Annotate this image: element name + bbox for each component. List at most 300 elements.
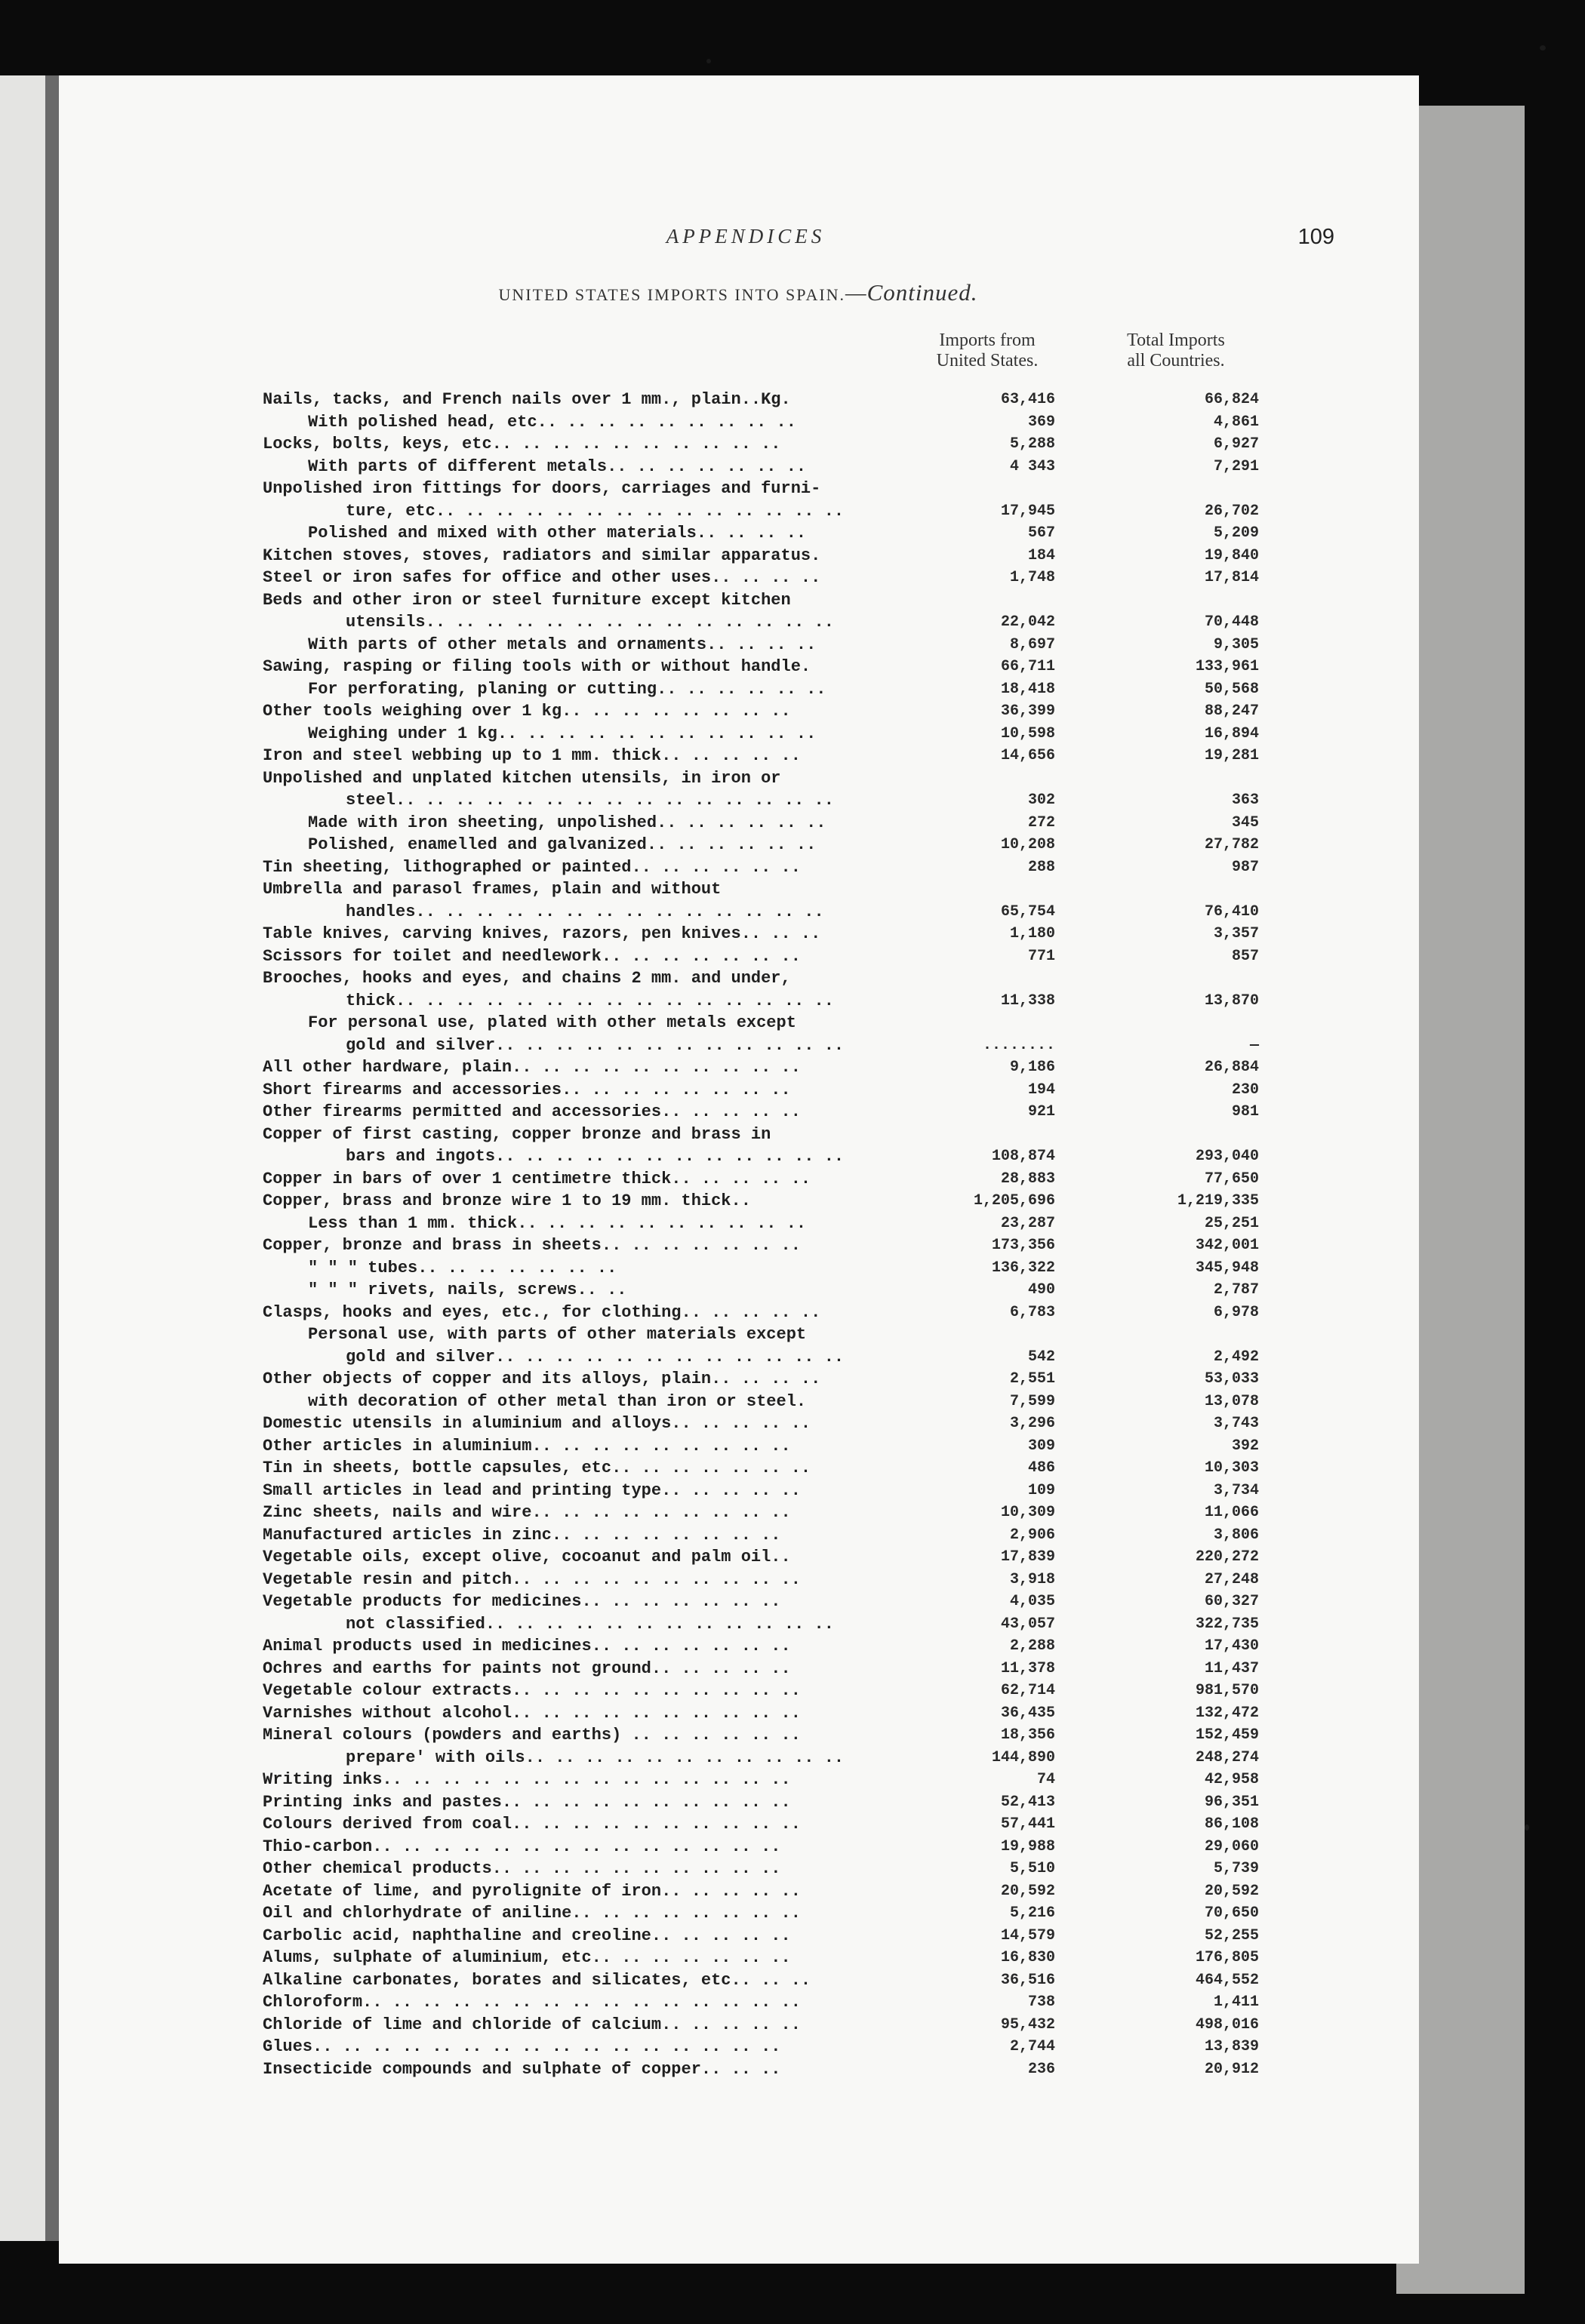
item-label: Vegetable oils, except olive, cocoanut and palm oil.. bbox=[263, 1548, 791, 1566]
item-label: Iron and steel webbing up to 1 mm. thick.. .. .. .. .. bbox=[263, 746, 801, 765]
us-imports-value: 52,413 bbox=[1000, 1793, 1055, 1811]
table-row bbox=[59, 656, 1419, 678]
us-imports-value: 136,322 bbox=[991, 1259, 1055, 1277]
item-label: Polished and mixed with other materials.. .. .. .. bbox=[308, 524, 807, 543]
item-label: Made with iron sheeting, unpolished.. .. .. .. .. .. bbox=[308, 813, 826, 832]
total-imports-value: 248,274 bbox=[1195, 1748, 1259, 1766]
us-imports-value: 144,890 bbox=[991, 1748, 1055, 1766]
item-label: Alkaline carbonates, borates and silicates, etc.. .. .. bbox=[263, 1970, 811, 1990]
table-row bbox=[59, 611, 1419, 634]
total-imports-value: 13,870 bbox=[1204, 991, 1259, 1010]
us-imports-value: 10,309 bbox=[1000, 1504, 1055, 1521]
table-row bbox=[59, 1546, 1419, 1569]
table-row bbox=[59, 1257, 1419, 1280]
us-imports-value: 18,418 bbox=[1000, 680, 1055, 698]
item-label: Short firearms and accessories.. .. .. .. .. .. .. .. bbox=[263, 1080, 791, 1099]
us-imports-value: 4,035 bbox=[1009, 1593, 1055, 1610]
table-row bbox=[59, 1635, 1419, 1658]
item-label: Polished, enamelled and galvanized.. .. .. .. .. .. bbox=[308, 835, 817, 854]
item-label: Brooches, hooks and eyes, and chains 2 mm. and under, bbox=[263, 969, 791, 988]
us-imports-value: 108,874 bbox=[991, 1148, 1055, 1165]
us-imports-value: 11,338 bbox=[1000, 991, 1055, 1010]
table-row bbox=[59, 789, 1419, 812]
total-imports-value: 11,437 bbox=[1204, 1659, 1259, 1677]
item-label: Other objects of copper and its alloys, plain.. .. .. .. bbox=[263, 1370, 821, 1388]
item-label: " " " rivets, nails, screws.. .. bbox=[308, 1280, 627, 1299]
table-row bbox=[59, 1925, 1419, 1947]
table-row bbox=[59, 990, 1419, 1013]
us-imports-value: 288 bbox=[1027, 858, 1055, 876]
us-imports-value: 17,945 bbox=[1000, 502, 1055, 520]
total-imports-value: 26,884 bbox=[1204, 1059, 1259, 1076]
total-imports-value: 29,060 bbox=[1204, 1837, 1259, 1855]
us-imports-value: 57,441 bbox=[1000, 1815, 1055, 1833]
total-imports-value: 6,978 bbox=[1213, 1303, 1259, 1321]
table-row bbox=[59, 1346, 1419, 1369]
table-row bbox=[59, 1279, 1419, 1302]
item-label: gold and silver.. .. .. .. .. .. .. .. .. .. .. .. bbox=[346, 1347, 845, 1366]
us-imports-value: 542 bbox=[1027, 1348, 1055, 1366]
total-imports-value: 53,033 bbox=[1204, 1370, 1259, 1388]
item-label: Clasps, hooks and eyes, etc., for clothing.. .. .. .. .. bbox=[263, 1302, 821, 1322]
total-imports-value: 26,702 bbox=[1204, 502, 1259, 520]
us-imports-value: 309 bbox=[1027, 1437, 1055, 1455]
item-label: Zinc sheets, nails and wire.. .. .. .. .. .. .. .. .. bbox=[263, 1503, 791, 1522]
table-row bbox=[59, 700, 1419, 723]
table-row bbox=[59, 1991, 1419, 2014]
table-row bbox=[59, 1056, 1419, 1079]
item-label: Chloride of lime and chloride of calcium.. .. .. .. .. bbox=[263, 2015, 801, 2034]
total-imports-value: 981,570 bbox=[1195, 1682, 1259, 1699]
table-row bbox=[59, 2014, 1419, 2037]
total-imports-value: 392 bbox=[1231, 1437, 1259, 1455]
us-imports-value: 8,697 bbox=[1009, 635, 1055, 653]
table-row bbox=[59, 634, 1419, 656]
total-imports-value: 66,824 bbox=[1204, 391, 1259, 408]
item-label: Thio-carbon.. .. .. .. .. .. .. .. .. .. .. .. .. .. bbox=[263, 1837, 781, 1856]
item-label: " " " tubes.. .. .. .. .. .. .. bbox=[308, 1258, 617, 1277]
total-imports-value: 987 bbox=[1231, 858, 1259, 876]
table-row bbox=[59, 1435, 1419, 1458]
table-row bbox=[59, 1323, 1419, 1346]
us-imports-value: 11,378 bbox=[1000, 1659, 1055, 1677]
item-label: with decoration of other metal than iron or steel. bbox=[308, 1391, 807, 1411]
total-imports-value: 77,650 bbox=[1204, 1170, 1259, 1188]
us-imports-value: 10,598 bbox=[1000, 724, 1055, 742]
total-imports-value: 345,948 bbox=[1195, 1259, 1259, 1277]
item-label: Copper of first casting, copper bronze and brass in bbox=[263, 1124, 771, 1144]
table-row bbox=[59, 967, 1419, 990]
total-imports-value: — bbox=[1249, 1036, 1259, 1054]
table-row bbox=[59, 1079, 1419, 1102]
table-row bbox=[59, 745, 1419, 767]
us-imports-value: 3,918 bbox=[1009, 1570, 1055, 1588]
us-imports-value: 14,579 bbox=[1000, 1926, 1055, 1944]
table-row bbox=[59, 1858, 1419, 1880]
item-label: Vegetable products for medicines.. .. .. .. .. .. .. bbox=[263, 1592, 781, 1611]
total-imports-value: 11,066 bbox=[1204, 1504, 1259, 1521]
table-row bbox=[59, 456, 1419, 478]
total-imports-value: 19,281 bbox=[1204, 747, 1259, 764]
table-row bbox=[59, 1391, 1419, 1413]
total-imports-value: 20,592 bbox=[1204, 1882, 1259, 1900]
item-label: Tin sheeting, lithographed or painted.. .. .. .. .. .. bbox=[263, 857, 801, 877]
total-imports-value: 13,078 bbox=[1204, 1392, 1259, 1410]
total-imports-value: 132,472 bbox=[1195, 1704, 1259, 1722]
us-imports-value: 36,399 bbox=[1000, 702, 1055, 720]
us-imports-value: 20,592 bbox=[1000, 1882, 1055, 1900]
book-gutter bbox=[45, 75, 59, 2241]
us-imports-value: 194 bbox=[1027, 1081, 1055, 1099]
total-imports-value: 220,272 bbox=[1195, 1548, 1259, 1566]
total-imports-value: 176,805 bbox=[1195, 1949, 1259, 1966]
item-label: With polished head, etc.. .. .. .. .. .. .. .. .. bbox=[308, 412, 796, 432]
item-label: Manufactured articles in zinc.. .. .. .. .. .. .. .. bbox=[263, 1525, 781, 1545]
item-label: Ochres and earths for paints not ground.. .. .. .. .. bbox=[263, 1658, 791, 1678]
total-imports-value: 70,650 bbox=[1204, 1904, 1259, 1922]
table-row bbox=[59, 1302, 1419, 1324]
table-row bbox=[59, 1747, 1419, 1769]
us-imports-value: 16,830 bbox=[1000, 1949, 1055, 1966]
us-imports-value: 6,783 bbox=[1009, 1303, 1055, 1321]
table-row bbox=[59, 1190, 1419, 1213]
book-page bbox=[59, 75, 1419, 2264]
total-imports-value: 981 bbox=[1231, 1103, 1259, 1120]
item-label: Copper, bronze and brass in sheets.. .. .. .. .. .. .. bbox=[263, 1236, 801, 1255]
total-imports-value: 88,247 bbox=[1204, 702, 1259, 720]
item-label: Other chemical products.. .. .. .. .. .. .. .. .. .. bbox=[263, 1859, 781, 1878]
table-row bbox=[59, 923, 1419, 945]
total-imports-value: 3,743 bbox=[1213, 1415, 1259, 1432]
us-imports-value: 43,057 bbox=[1000, 1615, 1055, 1633]
total-imports-value: 1,411 bbox=[1213, 1994, 1259, 2011]
us-imports-value: 9,186 bbox=[1009, 1059, 1055, 1076]
column-header-line: Total Imports bbox=[1127, 330, 1225, 350]
us-imports-value: 302 bbox=[1027, 792, 1055, 809]
table-row bbox=[59, 1591, 1419, 1613]
total-imports-value: 152,459 bbox=[1195, 1726, 1259, 1744]
table-row bbox=[59, 878, 1419, 901]
item-label: Colours derived from coal.. .. .. .. .. .. .. .. .. .. bbox=[263, 1815, 801, 1834]
item-label: Vegetable colour extracts.. .. .. .. .. .. .. .. .. .. bbox=[263, 1681, 801, 1700]
item-label: Mineral colours (powders and earths) .. .. .. .. .. .. bbox=[263, 1726, 801, 1745]
total-imports-value: 86,108 bbox=[1204, 1815, 1259, 1833]
table-row bbox=[59, 1724, 1419, 1747]
total-imports-value: 2,787 bbox=[1213, 1281, 1259, 1299]
table-row bbox=[59, 1524, 1419, 1547]
us-imports-value: 66,711 bbox=[1000, 658, 1055, 675]
item-label: Carbolic acid, naphthaline and creoline.. .. .. .. .. bbox=[263, 1926, 791, 1945]
item-label: Umbrella and parasol frames, plain and without bbox=[263, 880, 722, 899]
total-imports-value: 13,839 bbox=[1204, 2038, 1259, 2055]
table-row bbox=[59, 1234, 1419, 1257]
total-imports-value: 322,735 bbox=[1195, 1615, 1259, 1633]
table-row bbox=[59, 1613, 1419, 1636]
item-label: Scissors for toilet and needlework.. .. .. .. .. .. .. bbox=[263, 946, 801, 966]
table-row bbox=[59, 901, 1419, 924]
item-label: Other articles in aluminium.. .. .. .. .. .. .. .. .. bbox=[263, 1436, 791, 1456]
table-row bbox=[59, 1124, 1419, 1146]
total-imports-value: 3,734 bbox=[1213, 1481, 1259, 1499]
table-row bbox=[59, 834, 1419, 856]
us-imports-value: 3,296 bbox=[1009, 1415, 1055, 1432]
scan-speck bbox=[1540, 45, 1546, 51]
table-row bbox=[59, 1880, 1419, 1903]
total-imports-value: 4,861 bbox=[1213, 413, 1259, 431]
column-header-line: all Countries. bbox=[1127, 351, 1225, 370]
us-imports-value: 236 bbox=[1027, 2060, 1055, 2078]
total-imports-value: 42,958 bbox=[1204, 1771, 1259, 1788]
us-imports-value: 22,042 bbox=[1000, 613, 1055, 631]
item-label: Acetate of lime, and pyrolignite of iron.. .. .. .. .. bbox=[263, 1881, 801, 1901]
total-imports-value: 10,303 bbox=[1204, 1459, 1259, 1477]
table-row bbox=[59, 1902, 1419, 1925]
item-label: With parts of other metals and ornaments.. .. .. .. bbox=[308, 635, 817, 654]
item-label: Writing inks.. .. .. .. .. .. .. .. .. .. .. .. .. .. bbox=[263, 1770, 791, 1789]
item-label: Unpolished iron fittings for doors, carriages and furni- bbox=[263, 479, 821, 498]
item-label: ture, etc.. .. .. .. .. .. .. .. .. .. .. .. .. .. bbox=[346, 501, 845, 521]
us-imports-value: 28,883 bbox=[1000, 1170, 1055, 1188]
item-label: With parts of different metals.. .. .. .. .. .. .. bbox=[308, 456, 807, 476]
item-label: Vegetable resin and pitch.. .. .. .. .. .. .. .. .. .. bbox=[263, 1569, 801, 1589]
table-row bbox=[59, 1413, 1419, 1435]
table-row bbox=[59, 1368, 1419, 1391]
total-imports-value: 50,568 bbox=[1204, 680, 1259, 698]
item-label: Alums, sulphate of aluminium, etc.. .. .. .. .. .. .. bbox=[263, 1948, 791, 1967]
us-imports-value: 738 bbox=[1027, 1994, 1055, 2011]
us-imports-value: 2,551 bbox=[1009, 1370, 1055, 1388]
item-label: For perforating, planing or cutting.. .. .. .. .. .. bbox=[308, 679, 826, 699]
total-imports-value: 345 bbox=[1231, 813, 1259, 832]
item-label: Glues.. .. .. .. .. .. .. .. .. .. .. .. .. .. .. .. bbox=[263, 2037, 781, 2056]
scan-speck bbox=[706, 59, 711, 63]
item-label: Other firearms permitted and accessories.. .. .. .. .. bbox=[263, 1102, 801, 1121]
us-imports-value: 4 343 bbox=[1009, 457, 1055, 475]
table-row bbox=[59, 1836, 1419, 1858]
us-imports-value: 567 bbox=[1027, 524, 1055, 542]
table-row bbox=[59, 2058, 1419, 2081]
item-label: Chloroform.. .. .. .. .. .. .. .. .. .. .. .. .. .. .. bbox=[263, 1993, 801, 2012]
table-row bbox=[59, 1569, 1419, 1591]
item-label: gold and silver.. .. .. .. .. .. .. .. .. .. .. .. bbox=[346, 1035, 845, 1055]
item-label: Copper in bars of over 1 centimetre thick.. .. .. .. .. bbox=[263, 1169, 811, 1188]
running-head-title: APPENDICES bbox=[666, 225, 826, 247]
table-row bbox=[59, 1034, 1419, 1057]
table-row bbox=[59, 1213, 1419, 1235]
item-label: bars and ingots.. .. .. .. .. .. .. .. .. .. .. .. bbox=[346, 1147, 845, 1166]
us-imports-value: 369 bbox=[1027, 413, 1055, 431]
us-imports-value: 2,744 bbox=[1009, 2038, 1055, 2055]
table-title-text: UNITED STATES IMPORTS INTO SPAIN. bbox=[498, 285, 846, 304]
total-imports-value: 19,840 bbox=[1204, 546, 1259, 564]
item-label: prepare' with oils.. .. .. .. .. .. .. .. .. .. .. bbox=[346, 1748, 845, 1767]
us-imports-value: 109 bbox=[1027, 1481, 1055, 1499]
scan-speck bbox=[1525, 1824, 1529, 1831]
item-label: not classified.. .. .. .. .. .. .. .. .. .. .. .. bbox=[346, 1614, 834, 1634]
total-imports-value: 3,806 bbox=[1213, 1526, 1259, 1544]
total-imports-value: 17,430 bbox=[1204, 1637, 1259, 1655]
total-imports-value: 16,894 bbox=[1204, 724, 1259, 742]
total-imports-value: 230 bbox=[1231, 1081, 1259, 1099]
us-imports-value: 1,748 bbox=[1009, 569, 1055, 586]
us-imports-value: 36,516 bbox=[1000, 1971, 1055, 1989]
total-imports-value: 464,552 bbox=[1195, 1971, 1259, 1989]
us-imports-value: 63,416 bbox=[1000, 391, 1055, 408]
table-row bbox=[59, 1680, 1419, 1702]
total-imports-value: 2,492 bbox=[1213, 1348, 1259, 1366]
item-label: Tin in sheets, bottle capsules, etc.. .. .. .. .. .. .. bbox=[263, 1459, 811, 1477]
table-row bbox=[59, 767, 1419, 790]
us-imports-value: 1,180 bbox=[1009, 925, 1055, 942]
total-imports-value: 25,251 bbox=[1204, 1214, 1259, 1232]
item-label: Other tools weighing over 1 kg.. .. .. .. .. .. .. .. bbox=[263, 702, 791, 721]
item-label: steel.. .. .. .. .. .. .. .. .. .. .. .. .. .. .. bbox=[346, 791, 834, 810]
item-label: handles.. .. .. .. .. .. .. .. .. .. .. .. .. .. bbox=[346, 902, 824, 921]
facing-page-edge bbox=[0, 75, 45, 2241]
table-row bbox=[59, 545, 1419, 567]
item-label: Nails, tacks, and French nails over 1 mm., plain..Kg. bbox=[263, 390, 791, 409]
total-imports-value: 293,040 bbox=[1195, 1148, 1259, 1165]
item-label: Animal products used in medicines.. .. .. .. .. .. .. bbox=[263, 1637, 791, 1655]
total-imports-value: 857 bbox=[1231, 947, 1259, 965]
total-imports-value: 7,291 bbox=[1213, 457, 1259, 475]
us-imports-value: 490 bbox=[1027, 1281, 1055, 1299]
us-imports-value: 74 bbox=[1036, 1771, 1055, 1788]
total-imports-value: 363 bbox=[1231, 792, 1259, 809]
table-row bbox=[59, 478, 1419, 500]
total-imports-value: 3,357 bbox=[1213, 925, 1259, 942]
table-row bbox=[59, 812, 1419, 835]
total-imports-value: 27,782 bbox=[1204, 836, 1259, 853]
table-row bbox=[59, 1457, 1419, 1480]
item-label: Unpolished and unplated kitchen utensils, in iron or bbox=[263, 768, 781, 788]
item-label: Steel or iron safes for office and other uses.. .. .. .. bbox=[263, 568, 821, 587]
item-label: Printing inks and pastes.. .. .. .. .. .. .. .. .. .. bbox=[263, 1792, 791, 1812]
us-imports-value: 23,287 bbox=[1000, 1214, 1055, 1232]
total-imports-value: 5,209 bbox=[1213, 524, 1259, 542]
table-row bbox=[59, 1947, 1419, 1969]
us-imports-value: 272 bbox=[1027, 813, 1055, 832]
item-label: Kitchen stoves, stoves, radiators and similar apparatus. bbox=[263, 546, 821, 565]
us-imports-value: 17,839 bbox=[1000, 1548, 1055, 1566]
table-row bbox=[59, 2036, 1419, 2058]
table-row bbox=[59, 1769, 1419, 1791]
us-imports-value: 14,656 bbox=[1000, 747, 1055, 764]
imports-table bbox=[59, 389, 1419, 2080]
table-row bbox=[59, 1012, 1419, 1034]
table-row bbox=[59, 856, 1419, 879]
table-row bbox=[59, 945, 1419, 968]
running-header bbox=[59, 225, 1419, 255]
table-row bbox=[59, 500, 1419, 523]
table-row bbox=[59, 1658, 1419, 1680]
item-label: Beds and other iron or steel furniture except kitchen bbox=[263, 590, 791, 610]
total-imports-value: 27,248 bbox=[1204, 1570, 1259, 1588]
table-title bbox=[285, 279, 1191, 306]
us-imports-value: 18,356 bbox=[1000, 1726, 1055, 1744]
item-label: Oil and chlorhydrate of aniline.. .. .. .. .. .. .. .. bbox=[263, 1904, 801, 1923]
us-imports-value: ........ bbox=[982, 1036, 1055, 1054]
total-imports-value: 5,739 bbox=[1213, 1860, 1259, 1877]
us-imports-value: 65,754 bbox=[1000, 902, 1055, 921]
us-imports-value: 95,432 bbox=[1000, 2015, 1055, 2034]
total-imports-value: 60,327 bbox=[1204, 1593, 1259, 1610]
total-imports-value: 9,305 bbox=[1213, 635, 1259, 653]
table-row bbox=[59, 522, 1419, 545]
item-label: Insecticide compounds and sulphate of copper.. .. .. bbox=[263, 2059, 781, 2079]
us-imports-value: 19,988 bbox=[1000, 1837, 1055, 1855]
total-imports-value: 52,255 bbox=[1204, 1926, 1259, 1944]
us-imports-value: 7,599 bbox=[1009, 1392, 1055, 1410]
total-imports-value: 133,961 bbox=[1195, 658, 1259, 675]
item-label: Small articles in lead and printing type.. .. .. .. .. bbox=[263, 1480, 801, 1500]
table-row bbox=[59, 567, 1419, 589]
item-label: Weighing under 1 kg.. .. .. .. .. .. .. .. .. .. .. bbox=[308, 724, 817, 743]
total-imports-value: 76,410 bbox=[1204, 902, 1259, 921]
us-imports-value: 173,356 bbox=[991, 1237, 1055, 1254]
total-imports-value: 70,448 bbox=[1204, 613, 1259, 631]
us-imports-value: 921 bbox=[1027, 1103, 1055, 1120]
column-header-us-imports bbox=[912, 330, 1063, 371]
item-label: Sawing, rasping or filing tools with or without handle. bbox=[263, 657, 811, 676]
table-title-continued: —Continued. bbox=[845, 279, 978, 306]
total-imports-value: 342,001 bbox=[1195, 1237, 1259, 1254]
item-label: Personal use, with parts of other materials except bbox=[308, 1325, 807, 1344]
table-row bbox=[59, 1101, 1419, 1124]
us-imports-value: 5,288 bbox=[1009, 435, 1055, 453]
item-label: Domestic utensils in aluminium and alloys.. .. .. .. .. bbox=[263, 1414, 811, 1433]
table-row bbox=[59, 1791, 1419, 1814]
item-label: Locks, bolts, keys, etc.. .. .. .. .. .. .. .. .. .. bbox=[263, 435, 781, 453]
table-row bbox=[59, 1145, 1419, 1168]
column-header-line: Imports from bbox=[939, 330, 1036, 350]
item-label: Varnishes without alcohol.. .. .. .. .. .. .. .. .. .. bbox=[263, 1703, 801, 1723]
table-row bbox=[59, 1502, 1419, 1524]
column-header-total-imports bbox=[1082, 330, 1270, 371]
item-label: Copper, brass and bronze wire 1 to 19 mm. thick.. bbox=[263, 1191, 751, 1210]
table-row bbox=[59, 1813, 1419, 1836]
table-row bbox=[59, 1702, 1419, 1725]
table-row bbox=[59, 1168, 1419, 1191]
table-row bbox=[59, 589, 1419, 612]
us-imports-value: 486 bbox=[1027, 1459, 1055, 1477]
us-imports-value: 2,906 bbox=[1009, 1526, 1055, 1544]
total-imports-value: 20,912 bbox=[1204, 2060, 1259, 2078]
total-imports-value: 96,351 bbox=[1204, 1793, 1259, 1811]
column-header-line: United States. bbox=[936, 351, 1039, 370]
item-label: All other hardware, plain.. .. .. .. .. .. .. .. .. .. bbox=[263, 1058, 801, 1077]
us-imports-value: 5,510 bbox=[1009, 1860, 1055, 1877]
item-label: utensils.. .. .. .. .. .. .. .. .. .. .. .. .. .. bbox=[346, 613, 834, 632]
item-label: thick.. .. .. .. .. .. .. .. .. .. .. .. .. .. .. bbox=[346, 991, 834, 1010]
total-imports-value: 17,814 bbox=[1204, 569, 1259, 586]
page-number: 109 bbox=[1297, 225, 1334, 249]
us-imports-value: 184 bbox=[1027, 546, 1055, 564]
table-row bbox=[59, 433, 1419, 456]
total-imports-value: 6,927 bbox=[1213, 435, 1259, 453]
table-row bbox=[59, 1969, 1419, 1992]
us-imports-value: 36,435 bbox=[1000, 1704, 1055, 1722]
us-imports-value: 1,205,696 bbox=[973, 1192, 1055, 1210]
table-row bbox=[59, 411, 1419, 434]
table-row bbox=[59, 723, 1419, 745]
table-row bbox=[59, 389, 1419, 411]
us-imports-value: 2,288 bbox=[1009, 1637, 1055, 1655]
total-imports-value: 498,016 bbox=[1195, 2015, 1259, 2034]
table-row bbox=[59, 1480, 1419, 1502]
us-imports-value: 62,714 bbox=[1000, 1682, 1055, 1699]
item-label: Table knives, carving knives, razors, pen knives.. .. .. bbox=[263, 924, 821, 943]
